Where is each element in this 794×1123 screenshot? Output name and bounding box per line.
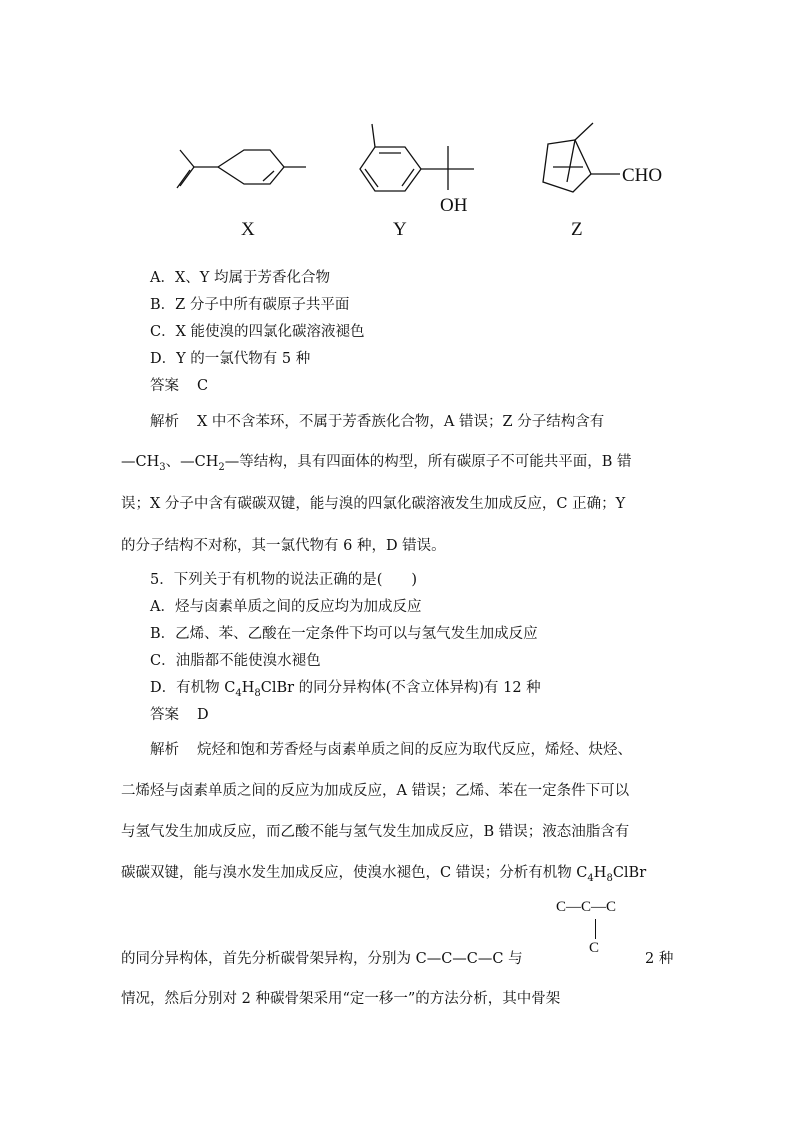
y-oh-label: OH: [440, 195, 468, 216]
q5-optd-s2: 8: [254, 687, 261, 699]
q4-exp-sub-3: 3: [159, 461, 166, 473]
y-ring-double-3: [402, 169, 414, 186]
y-methyl: [372, 124, 375, 147]
structure-y: [360, 124, 474, 216]
q5-optd-s1: 4: [235, 687, 242, 699]
q5-exp4-c: ClBr: [612, 865, 647, 881]
q4-exp-ch2: 、—CH: [165, 454, 219, 470]
x-ring-double-bond: [263, 171, 274, 181]
q4-answer-value: C: [197, 378, 209, 394]
q5-exp5-a: 的同分异构体，首先分析碳骨架异构，分别为 C—C—C—C 与: [121, 951, 523, 967]
z-cho-label: CHO: [622, 165, 663, 186]
structure-diagram: [150, 110, 690, 245]
q5-exp4-b: H: [593, 865, 607, 881]
q5-explanation-label: 解析: [150, 742, 179, 758]
q5-exp-text-1: 烷烃和饱和芳香烃与卤素单质之间的反应为取代反应，烯烃、炔烃、: [197, 742, 632, 758]
q5-option-b: B．乙烯、苯、乙酸在一定条件下均可以与氢气发生加成反应: [150, 626, 538, 642]
x-ring: [218, 150, 284, 184]
z-ring: [543, 140, 591, 192]
y-ring-double-2: [365, 169, 378, 187]
q5-explanation-line-3: 与氢气发生加成反应，而乙酸不能与氢气发生加成反应，B 错误；液态油脂含有: [121, 824, 630, 840]
q5-optd-a: D．有机物 C: [150, 680, 236, 696]
q4-exp-sub-2: 2: [218, 461, 225, 473]
q4-answer: [150, 374, 208, 395]
q5-explanation-line-6: 情况，然后分别对 2 种碳骨架采用“定一移一”的方法分析，其中骨架: [121, 991, 561, 1007]
x-vinyl-double: [177, 170, 190, 188]
z-methyl-top: [575, 123, 593, 140]
branched-skeleton-top: C—C—C: [556, 899, 617, 915]
q4-option-d: D．Y 的一氯代物有 5 种: [150, 351, 311, 367]
q5-explanation-line-2: 二烯烃与卤素单质之间的反应为加成反应，A 错误；乙烯、苯在一定条件下可以: [121, 783, 630, 799]
q4-explanation-label: 解析: [150, 414, 179, 430]
x-label: X: [241, 219, 255, 240]
q4-explanation-line-3: 误；X 分子中含有碳碳双键，能与溴的四氯化碳溶液发生加成反应，C 正确；Y: [121, 496, 626, 512]
branched-skeleton-vertical-bond: [595, 919, 596, 939]
q5-answer: [150, 703, 209, 724]
q5-optd-c: ClBr 的同分异构体(不含立体异构)有 12 种: [260, 680, 541, 696]
q5-explanation-line-1: [150, 738, 632, 759]
z-bridge: [567, 140, 575, 182]
q4-answer-label: 答案: [150, 378, 179, 394]
q5-exp4-a: 碳碳双键，能与溴水发生加成反应，使溴水褪色，C 错误；分析有机物 C: [121, 865, 588, 881]
q5-exp4-s2: 8: [606, 872, 613, 884]
q4-explanation-line-1: [150, 410, 604, 431]
x-isopropenyl-methyl: [180, 150, 194, 167]
q5-option-c: C．油脂都不能使溴水褪色: [150, 653, 321, 669]
q4-option-b: B．Z 分子中所有碳原子共平面: [150, 297, 350, 313]
q5-optd-b: H: [241, 680, 255, 696]
q4-exp-text-2: —等结构，具有四面体的构型，所有碳原子不可能共平面，B 错: [224, 454, 632, 470]
q5-exp4-s1: 4: [587, 872, 594, 884]
q5-option-a: A．烃与卤素单质之间的反应均为加成反应: [150, 599, 422, 615]
structure-z: [543, 123, 662, 192]
q5-explanation-line-5: [121, 947, 673, 968]
q4-explanation-line-2: [121, 450, 673, 473]
q4-exp-text-1: X 中不含苯环，不属于芳香族化合物，A 错误；Z 分子结构含有: [197, 414, 605, 430]
q4-explanation-line-4: 的分子结构不对称，其一氯代物有 6 种，D 错误。: [121, 538, 446, 554]
z-label: Z: [571, 219, 583, 240]
q5-answer-label: 答案: [150, 707, 179, 723]
structure-x: [177, 150, 306, 188]
q4-exp-ch3: —CH: [121, 454, 160, 470]
q5-stem: 5．下列关于有机物的说法正确的是( ): [150, 572, 418, 588]
x-vinyl-bond: [180, 167, 194, 186]
q5-explanation-line-4: [121, 861, 673, 884]
q5-option-d: [150, 676, 541, 699]
q5-answer-value: D: [197, 707, 209, 723]
q4-option-c: C．X 能使溴的四氯化碳溶液褪色: [150, 324, 365, 340]
q5-exp5-count: 2 种: [645, 951, 674, 967]
branched-skeleton-bottom: C: [589, 940, 600, 956]
y-label: Y: [393, 219, 407, 240]
q4-option-a: A．X、Y 均属于芳香化合物: [150, 270, 330, 286]
